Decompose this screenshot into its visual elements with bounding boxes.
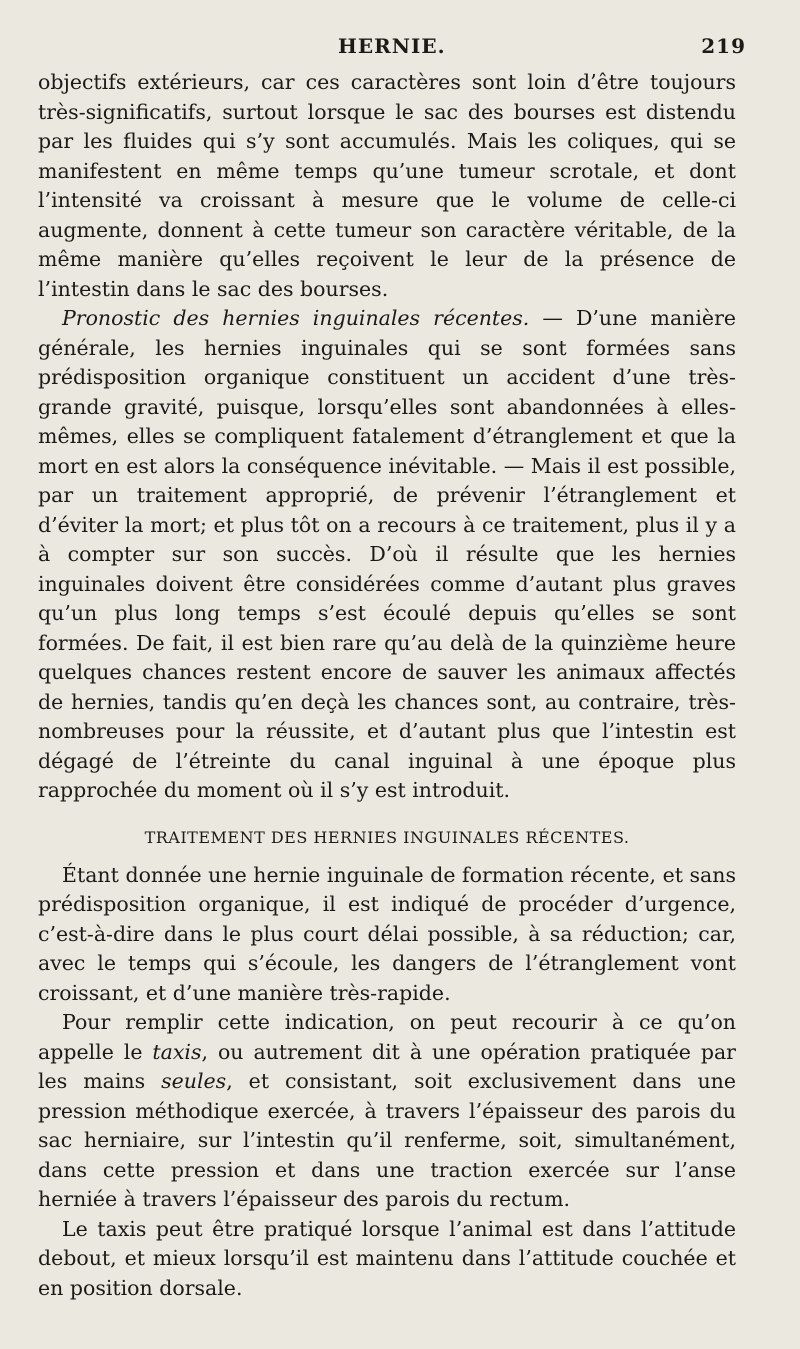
italic-term-seules: seules bbox=[161, 1069, 227, 1093]
running-title: HERNIE. bbox=[338, 34, 446, 58]
page-number: 219 bbox=[701, 34, 746, 58]
text-segment: , et consistant, soit exclusivement dans une pression méthodique exercée, à travers l’épaisseur des parois du sac herniaire, sur l’intestin qu’il renferme, soit, simultanément, dans cette pression et dans une traction exercée sur l’anse herniée à travers l’épaisseur des parois du rectum. bbox=[38, 1069, 736, 1211]
paragraph-traitement: Étant donnée une hernie inguinale de formation récente, et sans prédisposition organique, il est indiqué de procéder d’urgence, c’est-à-dire dans le plus court délai possible, à sa réduction; car, avec le temps qui s’écoule, les dangers de l’étranglement vont croissant, et d’une manière très-rapide. bbox=[38, 862, 736, 1005]
paragraph-attitude: Le taxis peut être pratiqué lorsque l’animal est dans l’attitude debout, et mieux lorsqu’il est maintenu dans l’attitude couchée et en position dorsale. bbox=[38, 1216, 736, 1300]
text-segment: Pour remplir cette indication, on peut recourir à ce qu’on appelle le bbox=[38, 1010, 736, 1064]
paragraph-body: — D’une manière générale, les hernies inguinales qui se sont formées sans prédisposition organique constituent un accident d’une très-grande gravité, puisque, lorsqu’elles sont abandonnées à elles-mêmes, elles se compliquent fatalement d’étranglement et que la mort en est alors la conséquence inévitable. — Mais il est possible, par un traitement approprié, de prévenir l’étranglement et d’éviter la mort; et plus tôt on a recours à ce traitement, plus il y a à compter sur son succès. D’où il résulte que les hernies inguinales doivent être considérées comme d’autant plus graves qu’un plus long temps s’est écoulé depuis qu’elles se sont formées. De fait, il est bien rare qu’au delà de la quinzième heure quelques chances restent encore de sauver les animaux affectés de hernies, tandis qu’en deçà les chances sont, au contraire, très-nombreuses pour la réussite, et d’autant plus que l’intestin est dégagé de l’étreinte du canal inguinal à une époque plus rapprochée du moment où il s’y est introduit. bbox=[38, 306, 736, 802]
page-header bbox=[38, 28, 746, 68]
text-segment: , ou autrement dit à une opération pratiquée par les mains bbox=[38, 1039, 736, 1093]
italic-term-taxis: taxis bbox=[152, 1039, 202, 1064]
paragraph-taxis bbox=[38, 1008, 736, 1215]
paragraph-lead-in: Pronostic des hernies inguinales récentes. bbox=[62, 306, 530, 330]
paragraph-pronostic bbox=[38, 304, 736, 806]
body-text bbox=[38, 68, 736, 1303]
section-heading: TRAITEMENT DES HERNIES INGUINALES RÉCENTES. bbox=[144, 827, 630, 847]
paragraph-continued: objectifs extérieurs, car ces caractères sont loin d’être toujours très-significatifs, surtout lorsque le sac des bourses est distendu par les fluides qui s’y sont accumulés. Mais les coliques, qui se manifestent en même temps qu’une tumeur scrotale, et dont l’intensité va croissant à mesure que le volume de celle-ci augmente, donnent à cette tumeur son caractère véritable, de la même manière qu’elles reçoivent le leur de la présence de l’intestin dans le sac des bourses. bbox=[38, 70, 736, 301]
